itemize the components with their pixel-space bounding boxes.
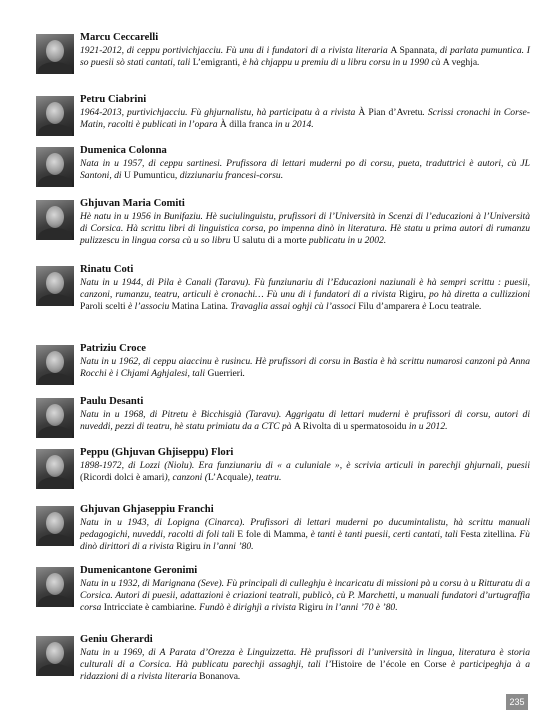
bio-italic-text: Hè natu in u 1956 in Bunifaziu. Hè suciulinguistu, prufissori di l’Università in Scenzi di l’educazioni à l’Università di Corsica. Hà scrittu libri di linguistica corsa, po impenna dinò in literatura. Hè statu u prima autori di rumanzu pulizzescu in lingua corsa cù u so libru	[80, 211, 530, 247]
person-bio	[80, 460, 530, 484]
entry-text	[80, 395, 530, 433]
portrait-head	[46, 206, 64, 228]
bio-italic-text: . Scrissi cronachi in Corse-Matin, racolti è publicati in l’opara	[80, 107, 531, 131]
portrait-head	[46, 153, 64, 175]
portrait-head	[46, 102, 64, 124]
bio-title-text: Festa zitellina	[460, 529, 515, 541]
bio-italic-text: 1898-1972, di Lozzi (Niolu). Era funziunariu di « a culuniale », è scrivia articuli in parechji ghjurnali, puesii	[80, 460, 530, 471]
portrait-photo	[36, 345, 74, 385]
bio-title-text: U salutu di a morte	[232, 235, 307, 247]
bio-title-text: Intricciate è cambiarine	[103, 602, 195, 614]
person-name: Patriziu Croce	[80, 343, 146, 354]
portrait-photo	[36, 200, 74, 240]
bio-italic-text: . Fù dinò dirittori di a rivista	[80, 529, 530, 553]
person-name: Marcu Ceccarelli	[80, 32, 159, 43]
bio-italic-text: .	[477, 57, 480, 69]
person-name: Paulu Desanti	[80, 396, 144, 407]
bio-italic-text: .	[479, 301, 482, 313]
bio-italic-text: . Travaglia assai oghji cù l’associ	[225, 301, 359, 313]
bio-title-text: À Pian d’Avretu	[358, 107, 423, 118]
portrait-shoulders	[38, 294, 72, 306]
bio-italic-text: 1964-2013, purtivichjacciu. Fù ghjurnalistu, hà participatu à a rivista	[80, 107, 359, 118]
page-number: 235	[506, 694, 528, 710]
bio-italic-text: in u 2012.	[406, 421, 448, 433]
bio-title-text: Locu teatrale	[428, 301, 480, 313]
bio-title-text: Bonanova	[199, 671, 239, 683]
bio-italic-text: in l’anni ’70 è ’80.	[323, 602, 398, 614]
bio-title-text: Filu d’amparera	[358, 301, 420, 313]
bio-italic-text: .	[238, 671, 241, 683]
portrait-head	[46, 351, 64, 373]
bio-title-text: A Spannata	[390, 45, 435, 56]
bio-italic-text: Natu in u 1968, di Pitretu è Bicchisgià (Taravu). Aggrigatu di lettari muderni è prufissori di corsu, autori di nuveddi, pezzi di teatru, hè statu primiatu da a CTC pà	[80, 409, 530, 433]
bio-title-text: L’emigranti	[192, 57, 238, 69]
bio-title-text: A veghja	[442, 57, 478, 69]
person-name: Petru Ciabrini	[80, 94, 147, 105]
portrait-shoulders	[38, 426, 72, 438]
portrait-shoulders	[38, 664, 72, 676]
entry-text	[80, 31, 530, 69]
portrait-photo	[36, 636, 74, 676]
portrait-shoulders	[38, 373, 72, 385]
portrait-photo	[36, 147, 74, 187]
entry-text	[80, 446, 530, 484]
person-bio	[80, 517, 530, 554]
bio-title-text: Histoire de l’école en Corse	[331, 659, 447, 671]
bio-italic-text: Natu in u 1962, di ceppu aiaccinu è rusincu. Hè prufissori di corsu in Bastia è hà scrittu numarosi canzoni pà Anna Rocchi è i Chjami Aghjalesi, tali	[80, 356, 530, 380]
bio-italic-text: è l’associu	[125, 301, 172, 313]
portrait-shoulders	[38, 228, 72, 240]
bio-italic-text: publicatu in u 2002.	[306, 235, 387, 247]
portrait-head	[46, 455, 64, 477]
portrait-head	[46, 404, 64, 426]
bio-title-text: Paroli scelti	[80, 301, 126, 313]
bio-italic-text: , po hà diretta a cullizzioni	[423, 289, 530, 301]
person-bio	[80, 277, 530, 314]
bio-title-text: Rigiru	[176, 541, 201, 553]
bio-title-text: Rigiru	[298, 602, 324, 614]
person-name: Dumenica Colonna	[80, 145, 167, 156]
bio-title-text: A Rivolta di u spermatosoidu	[294, 421, 407, 433]
bio-title-text: Rigiru	[399, 289, 424, 301]
entry-text	[80, 144, 530, 182]
bio-title-text: À dilla franca	[219, 119, 273, 131]
portrait-head	[46, 272, 64, 294]
person-bio	[80, 158, 530, 182]
person-name: Rinatu Coti	[80, 264, 134, 275]
entry-text	[80, 633, 530, 684]
portrait-head	[46, 642, 64, 664]
portrait-photo	[36, 398, 74, 438]
person-name: Ghjuvan Maria Comiti	[80, 198, 185, 209]
portrait-photo	[36, 449, 74, 489]
portrait-photo	[36, 506, 74, 546]
portrait-head	[46, 40, 64, 62]
entry-text	[80, 93, 530, 131]
bio-title-text: E fole di Mamma	[237, 529, 306, 541]
bio-italic-text: . Fundò è dirighjì a rivista	[194, 602, 299, 614]
bio-italic-text: , dizziunariu francesi-corsu.	[174, 170, 284, 182]
person-bio	[80, 647, 530, 684]
person-bio	[80, 578, 530, 615]
bio-title-text: Guerrieri	[207, 368, 243, 380]
bio-italic-text: , è hà chjappu u premiu di u libru corsu in u 1990 cù	[237, 57, 443, 69]
bio-title-text: U Pumunticu	[123, 170, 175, 182]
bio-italic-text: 1921-2012, di ceppu portivichjacciu. Fù unu di i fundatori di a rivista literaria	[80, 45, 391, 56]
entry-text	[80, 263, 530, 314]
portrait-head	[46, 512, 64, 534]
portrait-shoulders	[38, 62, 72, 74]
entry-text	[80, 503, 530, 554]
bio-title-text: Matina Latina	[171, 301, 226, 313]
portrait-photo	[36, 567, 74, 607]
bio-italic-text: Natu in u 1944, di Pila è Canali (Taravu). Fù funziunariu di l’Educazioni naziunali è hà sempri scrittu : puesii, canzoni, rumanzu, teatru, articuli è cronachi… Fù unu di i fundatori di a rivista	[80, 277, 530, 301]
portrait-shoulders	[38, 477, 72, 489]
portrait-photo	[36, 96, 74, 136]
portrait-photo	[36, 34, 74, 74]
bio-italic-text: , è tanti è tanti puesii, certi cantati, tali	[305, 529, 461, 541]
portrait-photo	[36, 266, 74, 306]
entry-text	[80, 197, 530, 248]
bio-italic-text: in u 2014.	[272, 119, 314, 131]
portrait-shoulders	[38, 124, 72, 136]
bio-italic-text: Nata in u 1957, di ceppu sartinesi. Prufissora di lettari muderni po di corsu, pueta, traduttrici è autori, cù JL Santoni, di	[80, 158, 530, 182]
bio-italic-text: ), canzoni (	[164, 472, 208, 484]
entry-text	[80, 564, 530, 615]
bio-italic-text: Natu in u 1932, di Marignana (Seve). Fù principali di culleghju è incaricatu di missioni pà u corsu à u Ritturatu di a Corsica. Autori di puesii, adattazioni è criazioni teatrali, publicò, cù P. Marchetti, u manuali fundatori d’urtugraffia corsa	[80, 578, 530, 614]
bio-italic-text: ), teatru.	[248, 472, 282, 484]
bio-italic-text: in l’anni ’80.	[200, 541, 254, 553]
portrait-shoulders	[38, 595, 72, 607]
bio-italic-text: , di parlata pumuntica. I so puesii sò stati cantati, tali	[80, 45, 530, 69]
person-name: Ghjuvan Ghjaseppiu Franchi	[80, 504, 214, 515]
person-bio	[80, 409, 530, 433]
portrait-head	[46, 573, 64, 595]
portrait-shoulders	[38, 534, 72, 546]
person-bio	[80, 356, 530, 380]
bio-italic-text: è	[419, 301, 429, 313]
person-name: Dumenicantone Geronimi	[80, 565, 198, 576]
bio-italic-text: Natu in u 1969, di A Parata d’Orezza è Linguizzetta. Hè prufissori di l’università in lingua, literatura è storia culturali di a Corsica. Hà publicatu parechji assaghji, tali l’	[80, 647, 530, 671]
bio-title-text: (Ricordi dolci è amari	[80, 472, 165, 484]
entry-text	[80, 342, 530, 380]
person-bio	[80, 107, 530, 131]
person-name: Geniu Gherardi	[80, 634, 153, 645]
person-bio	[80, 211, 530, 248]
person-bio	[80, 45, 530, 69]
bio-italic-text: .	[242, 368, 246, 380]
portrait-shoulders	[38, 175, 72, 187]
person-name: Peppu (Ghjuvan Ghjiseppu) Flori	[80, 447, 234, 458]
bio-italic-text: è participeghja à a ridazzioni di a rivista literaria	[80, 659, 530, 683]
bio-title-text: L’Acquale	[207, 472, 249, 484]
bio-italic-text: Natu in u 1943, di Lopigna (Cinarca). Prufissori di lettari muderni po ducumintalistu, hà scrittu manuali pedagogichi, nuveddi, racolti di foli tali	[80, 517, 530, 541]
